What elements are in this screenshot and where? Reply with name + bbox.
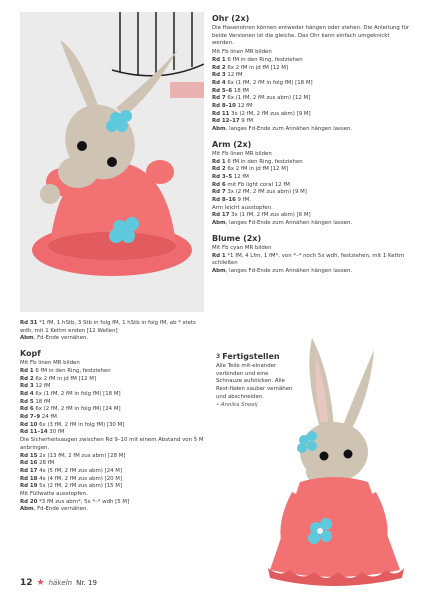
instruction-line	[212, 212, 412, 220]
round-label: Rd 1	[20, 367, 34, 374]
instruction-text: 3x (1 fM, 2 fM zus abm) [6 M]	[229, 212, 311, 219]
bunny-illustration-sitting	[20, 12, 204, 312]
left-column	[20, 320, 210, 520]
instruction-text: 4x (4 fM, 2 fM zus abm) [20 M]	[37, 475, 123, 482]
arm-instructions	[212, 151, 412, 228]
fertig-text: Alle Teile mit-einander verbinden und eine Schnauze aufsticken. Alle Rest-fäden sauber vernähen und abschneiden.	[216, 363, 293, 400]
magazine-brand: häkeln	[48, 579, 73, 587]
round-label: Rd 2	[20, 375, 34, 382]
instruction-text: Arm leicht ausstopfen.	[212, 204, 273, 211]
round-label: Rd 19	[20, 483, 38, 490]
instruction-line	[212, 159, 412, 167]
instruction-line	[212, 189, 412, 197]
instruction-text: 6x (2 fM, 2 fM in folg fM) [24 M]	[33, 406, 121, 413]
instruction-text: *3 fM zus abm*, 5x *–* wdh [5 M]	[37, 498, 130, 505]
instruction-line	[212, 220, 412, 228]
instruction-text: Mit Fb cyan MR bilden	[212, 244, 272, 251]
instruction-line	[212, 205, 412, 213]
round-label: Rd 1	[212, 158, 226, 165]
instruction-line	[212, 88, 412, 96]
round-label: Rd 15	[20, 452, 38, 459]
instruction-text: , langes Fd-Ende zum Annähen hängen lassen.	[225, 126, 353, 133]
section-ohr	[212, 14, 412, 134]
rd31-instructions	[20, 320, 210, 343]
instruction-line	[20, 476, 210, 484]
ohr-intro: Die Hasenohren können entweder hängen oder stehen. Die Anleitung für beide Versionen ist die gleiche. Das Ohr kann einfach umgeknickt werden.	[212, 25, 410, 47]
page-footer	[20, 578, 97, 588]
round-label: Rd 6	[212, 181, 226, 188]
round-label: Rd 12–17	[212, 118, 240, 125]
round-label: Rd 7	[212, 95, 226, 102]
instruction-line	[20, 320, 210, 335]
instruction-text: 6x (3 fM, 2 fM in folg fM) [30 M]	[37, 421, 125, 428]
instruction-line	[20, 383, 210, 391]
instruction-line	[20, 422, 210, 430]
instruction-line	[20, 376, 210, 384]
instruction-line	[212, 57, 412, 65]
round-label: Rd 7–9	[20, 414, 41, 421]
round-label: Rd 4	[212, 79, 226, 86]
instruction-line	[212, 103, 412, 111]
round-label: Rd 3–5	[212, 173, 233, 180]
instruction-line	[20, 406, 210, 414]
instruction-line	[212, 268, 412, 276]
instruction-text: Mit Fb linen MR bilden	[20, 360, 80, 367]
round-label: Rd 17	[212, 212, 230, 219]
instruction-line	[212, 166, 412, 174]
section-number: 3	[216, 353, 221, 360]
issue-number: Nr. 19	[76, 579, 97, 587]
instruction-line	[212, 111, 412, 119]
round-label: Rd 10	[20, 421, 38, 428]
instruction-text: 6 fM in den Ring, festziehen	[225, 158, 303, 165]
page-number: 12	[20, 578, 33, 588]
instruction-text: Mit Fb linen MR bilden	[212, 150, 272, 157]
instruction-text: 12 fM	[232, 173, 249, 180]
round-label: Rd 8–16	[212, 197, 236, 204]
round-label: Abm	[212, 220, 226, 227]
round-label: Rd 8–10	[212, 103, 236, 110]
instruction-text: 24 fM	[40, 414, 57, 421]
instruction-line	[20, 414, 210, 422]
round-label: Rd 18	[20, 475, 38, 482]
instruction-text: , Fd-Ende vernähen.	[33, 506, 89, 513]
instruction-line	[20, 391, 210, 399]
instruction-text: , Fd-Ende vernähen.	[33, 335, 89, 342]
round-label: Abm	[212, 126, 226, 133]
instruction-text: 3x (2 fM, 2 fM zus abm) [9 M]	[225, 189, 307, 196]
instruction-line	[212, 151, 412, 159]
instruction-text: 28 fM	[37, 460, 55, 467]
instruction-text: Mit Fb linen MR bilden	[212, 49, 272, 56]
instruction-text: 6x (1 fM, 2 fM in folg fM) [18 M]	[33, 390, 121, 397]
instruction-line	[20, 399, 210, 407]
round-label: Rd 2	[212, 64, 226, 71]
instruction-text: *1 fM, 1 hStb, 3 Stb in folg fM, 1 hStb in folg fM, ab * stets wdh, mit 1 Kettm enden [12 Wellen]	[20, 320, 196, 334]
round-label: Rd 6	[20, 406, 34, 413]
right-column	[212, 14, 412, 282]
heading-fertigstellen	[216, 352, 294, 362]
round-label: Rd 16	[20, 460, 38, 467]
instruction-line	[20, 335, 210, 343]
heading-arm: Arm (2x)	[212, 139, 252, 149]
round-label: Rd 11–14	[20, 429, 48, 436]
instruction-text: 30 fM	[47, 429, 65, 436]
kopf-instructions	[20, 360, 210, 514]
heading-ohr: Ohr (2x)	[212, 14, 250, 23]
instruction-line	[212, 197, 412, 205]
round-label: Rd 5	[20, 398, 34, 405]
instruction-text: 6 fM in den Ring, festziehen	[33, 367, 111, 374]
instruction-line	[20, 437, 210, 452]
instruction-line	[20, 368, 210, 376]
instruction-line	[212, 118, 412, 126]
instruction-line	[212, 126, 412, 134]
instruction-text: 4x (5 fM, 2 fM zus abm) [24 M]	[37, 467, 123, 474]
instruction-line	[212, 182, 412, 190]
round-label: Rd 2	[212, 166, 226, 173]
star-icon: ★	[36, 578, 45, 588]
instruction-text: 9 fM	[239, 118, 253, 125]
instruction-text: 6x (1 fM, 2 fM zus abm) [12 M]	[225, 95, 311, 102]
instruction-text: 6x 2 fM in jd fM [12 M]	[225, 64, 289, 71]
bullet-icon: •	[216, 401, 220, 408]
section-arm	[212, 140, 412, 228]
instruction-line	[212, 174, 412, 182]
instruction-line	[212, 49, 412, 57]
fertig-heading-text: Fertigstellen	[222, 352, 280, 361]
heading-kopf: Kopf	[20, 349, 41, 359]
section-blume	[212, 234, 412, 276]
section-fertigstellen	[216, 352, 294, 409]
instruction-line	[212, 253, 412, 268]
instruction-text: 12 fM	[235, 103, 253, 110]
heading-blume: Blume (2x)	[212, 233, 262, 243]
section-kopf	[20, 349, 210, 514]
round-label: Rd 3	[20, 383, 34, 390]
instruction-text: Die Sicherheitsaugen zwischen Rd 9–10 mit einem Abstand von 5 M anbringen.	[20, 437, 204, 451]
round-label: Rd 17	[20, 467, 38, 474]
instruction-text: 2x (13 fM, 2 fM zus abm) [28 M]	[37, 452, 126, 459]
instruction-line	[20, 468, 210, 476]
round-label: Rd 7	[212, 189, 226, 196]
instruction-text: 6x 2 fM in jd fM [12 M]	[33, 375, 97, 382]
instruction-line	[212, 245, 412, 253]
instruction-line	[20, 460, 210, 468]
round-label: Rd 11	[212, 110, 230, 117]
instruction-text: 3x (2 fM, 2 fM zus abm) [9 M]	[229, 110, 311, 117]
instruction-line	[212, 95, 412, 103]
instruction-text: 12 fM	[225, 72, 243, 79]
instruction-line	[20, 429, 210, 437]
round-label: Rd 31	[20, 320, 38, 326]
round-label: Abm	[20, 335, 34, 342]
author-credit	[216, 402, 294, 410]
round-label: Rd 3	[212, 72, 226, 79]
instruction-text: 12 fM	[33, 383, 51, 390]
instruction-text: 18 fM	[33, 398, 51, 405]
instruction-text: 5x (2 fM, 2 fM zus abm) [15 M]	[37, 483, 123, 490]
instruction-line	[20, 506, 210, 514]
instruction-text: mit Fb light coral 12 fM	[225, 181, 290, 188]
instruction-text: Mit Füllwatte ausstopfen.	[20, 491, 88, 498]
instruction-line	[20, 491, 210, 499]
instruction-line	[212, 80, 412, 88]
instruction-line	[212, 65, 412, 73]
author-name: Annika Snoeij	[220, 401, 258, 408]
round-label: Rd 1	[212, 56, 226, 63]
instruction-text: 6 fM in den Ring, festziehen	[225, 56, 303, 63]
instruction-text: 6x (1 fM, 2 fM in folg fM) [18 M]	[225, 79, 313, 86]
round-label: Abm	[20, 506, 34, 513]
round-label: Abm	[212, 267, 226, 274]
instruction-line	[20, 360, 210, 368]
ohr-instructions	[212, 49, 412, 134]
bunny-photo-top	[20, 12, 204, 312]
instruction-line	[20, 483, 210, 491]
blume-instructions	[212, 245, 412, 276]
round-label: Rd 1	[212, 252, 226, 259]
round-label: Rd 20	[20, 498, 38, 505]
instruction-text: , langes Fd-Ende zum Annähen hängen lassen.	[225, 267, 353, 274]
instruction-line	[20, 499, 210, 507]
round-label: Rd 5–6	[212, 87, 233, 94]
instruction-text: 9 fM.	[235, 197, 251, 204]
instruction-line	[20, 453, 210, 461]
round-label: Rd 4	[20, 390, 34, 397]
instruction-text: *1 fM, 4 Lfm, 1 fM*, von *–* noch 5x wdh, festziehen, mit 1 Kettm schließen	[212, 252, 405, 267]
instruction-line	[212, 72, 412, 80]
instruction-text: 6x 2 fM in jd fM [12 M]	[225, 166, 289, 173]
instruction-text: 18 fM	[232, 87, 249, 94]
instruction-text: , langes Fd-Ende zum Annähen hängen lassen.	[225, 220, 353, 227]
